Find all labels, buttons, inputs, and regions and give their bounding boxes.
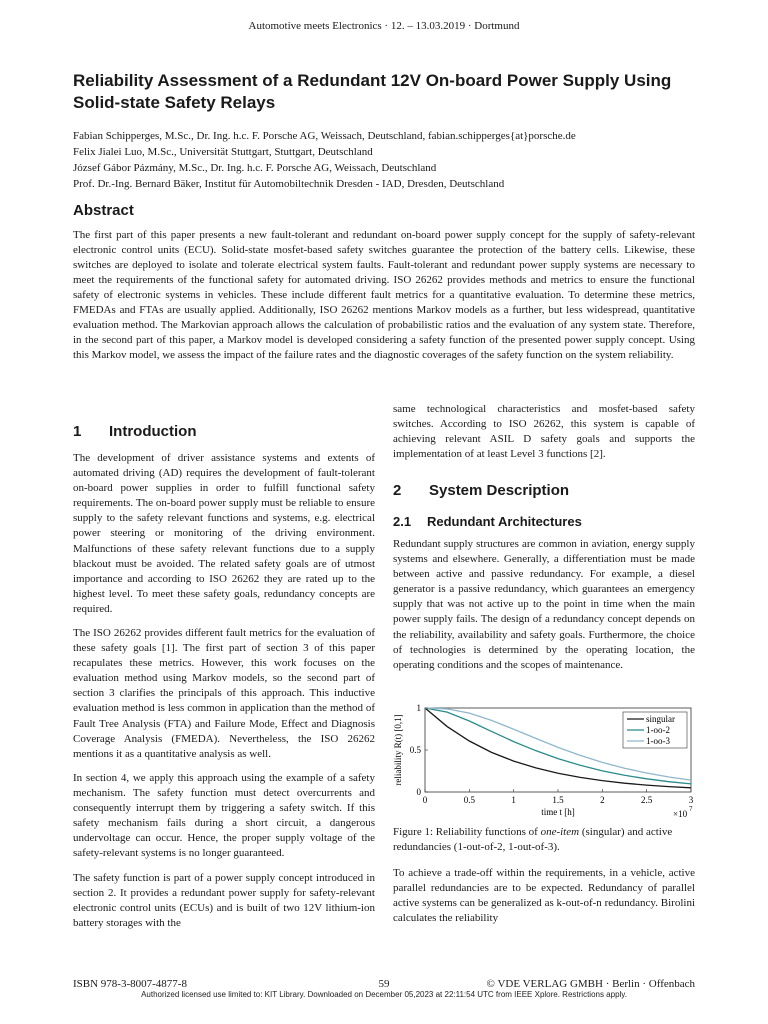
intro-paragraph-3: In section 4, we apply this approach using the example of a safety mechanism. The safety function must detect overcurrents and consequently interrupt them by triggering a safety switch. If this safety mechanism fails during a short circuit, a dangerous undervoltage can occur. Hence, the proper supply voltage of the safety-relevant systems is no longer guaranteed. — [73, 772, 375, 860]
license-notice: Authorized licensed use limited to: KIT Library. Downloaded on December 05,2023 at 22:11:54 UTC from IEEE Xplore. Restrictions apply. — [141, 990, 627, 999]
subsection-title: Redundant Architectures — [427, 514, 582, 529]
x-tick-label: 3 — [688, 795, 694, 805]
y-tick-label: 0 — [416, 787, 421, 797]
subsection-2-1-heading — [393, 514, 582, 529]
chart-legend — [623, 712, 687, 748]
footer-page-number: 59 — [378, 978, 390, 990]
y-axis-label: reliability R(t) [0,1] — [393, 714, 403, 786]
section-title: System Description — [429, 482, 570, 499]
subsection-number: 2.1 — [393, 514, 412, 529]
system-paragraph-1: Redundant supply structures are common in aviation, energy supply systems and elsewhere. Generally, a differentiation must be made between active and passive redundancy. For example, a diesel generator is a passive redundancy, which guarantees an emergency supply that was not active up to the point in time when the main power supply fails. The design of a redundancy concept depends on the reliability, availability and safety goals. Furthermore, the choice of technologies is determined by the operating location, the operating conditions and the scopes of maintenance. — [393, 538, 695, 671]
author-line: Fabian Schipperges, M.Sc., Dr. Ing. h.c. F. Porsche AG, Weissach, Deutschland, fabian.schipperges{at}porsche.de — [73, 130, 576, 142]
caption-prefix: Figure 1: Reliability functions of — [393, 826, 541, 838]
author-line: József Gábor Pázmány, M.Sc., Dr. Ing. h.c. F. Porsche AG, Weissach, Deutschland — [73, 162, 437, 174]
legend-label-1oo3: 1-oo-3 — [646, 736, 670, 746]
caption-suffix: (singular) and active redundancies (1-out-of-2, 1-out-of-3). — [393, 826, 673, 853]
x-tick-label: 1 — [511, 795, 516, 805]
section-2-heading — [393, 482, 569, 499]
reliability-chart — [393, 700, 703, 822]
y-tick-label: 0.5 — [409, 745, 421, 755]
caption-emphasis: one-item — [540, 826, 580, 838]
footer-publisher: © VDE VERLAG GMBH · Berlin · Offenbach — [486, 978, 695, 990]
intro-paragraph-1: The development of driver assistance systems and extents of automated driving (AD) requires the development of fault-tolerant on-board power supplies in order to fulfill functional safety requirements. The on-board power supply must be reliable to ensure supply to the safety relevant functions and systems, e.g. electrical power steering or monitoring of the driving environment. Malfunctions of these safety relevant functions due to a supply blackout must be avoided. The related safety goals are of utmost importance and according to ISO 26262 they are rated up to the highest level. To meet these safety goals, redundancy concepts are required. — [73, 452, 375, 615]
x-tick-label: 2.5 — [641, 795, 653, 805]
author-line: Prof. Dr.-Ing. Bernard Bäker, Institut für Automobiltechnik Dresden - IAD, Dresden, Deutschland — [73, 178, 505, 190]
intro-paragraph-4: The safety function is part of a power supply concept introduced in section 2. It provides a redundant power supply for safety-relevant electronic control units (ECUs) and is built of two 12V lithium-ion battery storages with the — [73, 872, 375, 930]
author-line: Felix Jialei Luo, M.Sc., Universität Stuttgart, Stuttgart, Deutschland — [73, 146, 373, 158]
x-tick-label: 0 — [422, 795, 428, 805]
x-tick-label: 2 — [600, 795, 605, 805]
legend-label-1oo2: 1-oo-2 — [646, 725, 670, 735]
section-number: 1 — [73, 423, 82, 440]
figure-1-caption — [393, 825, 698, 855]
x-tick-label: 0.5 — [463, 795, 475, 805]
x-axis-multiplier: ×10 — [673, 809, 688, 819]
continued-paragraph: same technological characteristics and mosfet-based safety switches. According to ISO 26262, this system is capable of achieving relevant ASIL D safety goals and supports the implementation of at least Level 3 functions [2]. — [393, 403, 695, 461]
abstract-heading: Abstract — [73, 202, 134, 219]
x-axis-label: time t [h] — [541, 807, 575, 817]
section-number: 2 — [393, 482, 402, 499]
abstract-text: The first part of this paper presents a new fault-tolerant and redundant on-board power supply concept for the supply of safety-relevant electronic control units (ECU). Solid-state mosfet-based safety switches guarantee the protection of the battery cells. Likewise, these switches are deployed to isolate and tolerate electrical system faults. Fault-tolerant and redundant power supply systems are necessary to meet the requirements of the functional safety for automated driving. ISO 26262 provides methods and metrics to ensure the functional safety of electronic systems in vehicles. These include different fault metrics for a quantitative evaluation. To determine these metrics, FMEDAs and FTAs are usually applied. Additionally, ISO 26262 mentions Markov models as a further, but less widespread, quantitative evaluation method. The Markovian approach allows the calculation of probabilistic ratios and the evaluation of any system state. Therefore, in the second part of this paper, a Markov model is developed considering a safety function of the presented power supply concept. Using this Markov model, we assess the impact of the failure rates and the diagnostic coverages of the safety function on the system reliability. — [73, 229, 695, 361]
system-paragraph-2: To achieve a trade-off within the requirements, in a vehicle, active parallel redundancies are to be expected. Redundancy of parallel active systems can be generalized as k-out-of-n redundancy. Birolini calculates the reliability — [393, 867, 695, 925]
footer-isbn: ISBN 978-3-8007-4877-8 — [73, 978, 187, 990]
paper-title: Reliability Assessment of a Redundant 12V On-board Power Supply Using Solid-state Safety Relays — [73, 71, 672, 112]
author-list — [73, 128, 703, 192]
x-axis-multiplier-exponent: 7 — [689, 805, 693, 813]
section-title: Introduction — [109, 423, 197, 440]
section-1-heading — [73, 423, 196, 440]
intro-paragraph-2: The ISO 26262 provides different fault metrics for the evaluation of these safety goals [1]. The first part of section 3 of this paper recapulates these metrics. However, this work focuses on the evaluation method using Markov models, so the second part of section 3 clarifies the principals of this approach. This inductive evaluation method is less common in application than the method of Fault Tree Analysis (FTA) and Failure Mode, Effect and Diagnosis Coverage Analysis (FMEDA). Nevertheless, the ISO 26262 mentions it as a quantitative analysis as well. — [73, 627, 375, 760]
legend-label-singular: singular — [646, 714, 675, 724]
x-tick-label: 1.5 — [552, 795, 564, 805]
conference-header: Automotive meets Electronics · 12. – 13.03.2019 · Dortmund — [248, 20, 520, 32]
y-tick-label: 1 — [416, 703, 421, 713]
